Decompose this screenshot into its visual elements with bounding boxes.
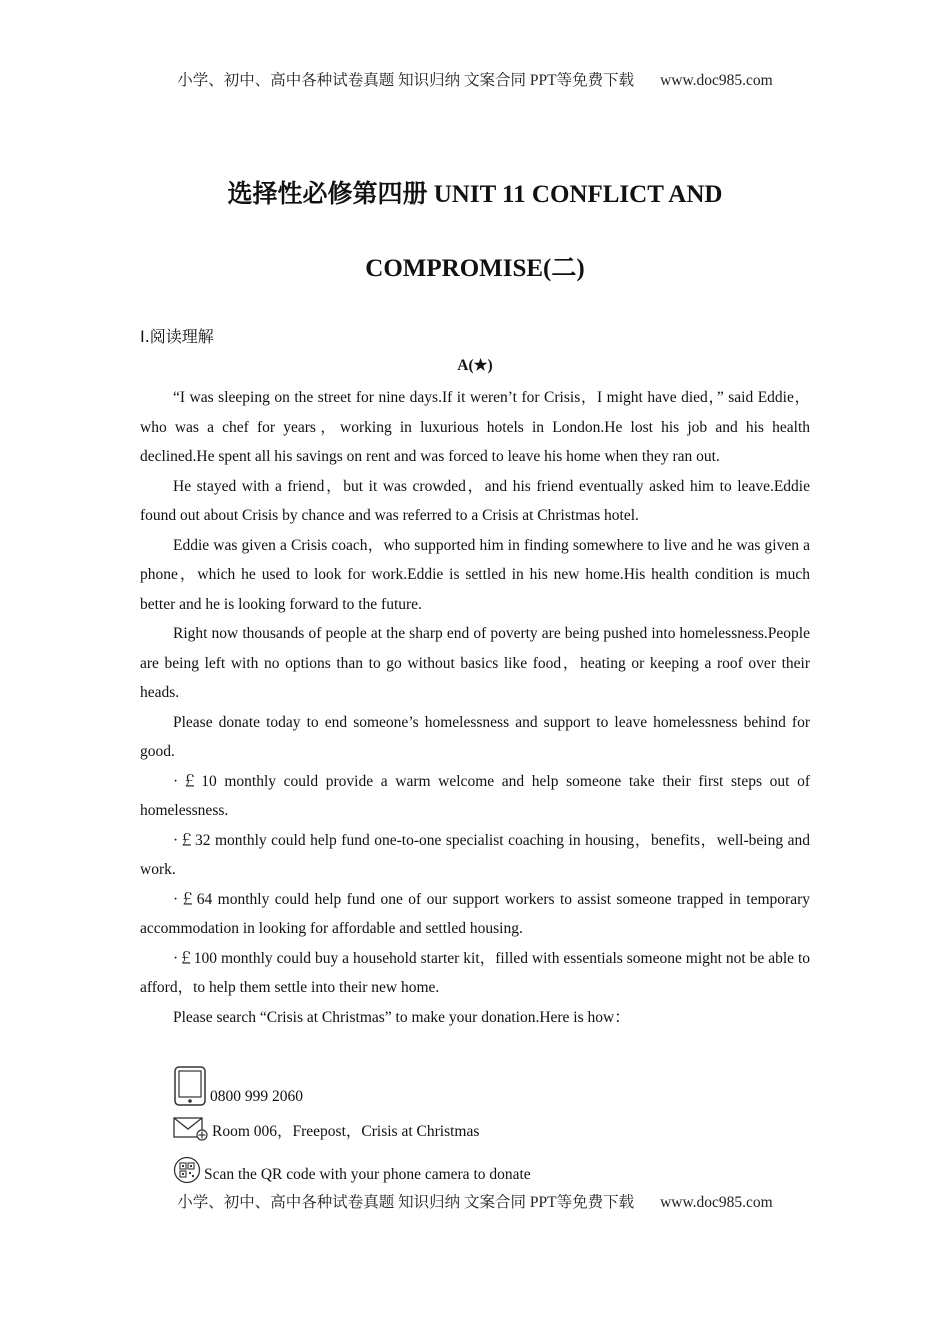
bullet-item: ·￡64 monthly could help fund one of our support workers to assist someone trapped in temporary accommodation in looking for affordable and settled housing. bbox=[140, 890, 810, 937]
page-title-line-2: COMPROMISE(二) bbox=[365, 255, 585, 282]
phone-number: 0800 999 2060 bbox=[210, 1088, 303, 1105]
contact-phone bbox=[173, 1066, 303, 1106]
header-site-link[interactable]: www.doc985.com bbox=[660, 72, 773, 89]
envelope-icon bbox=[173, 1117, 209, 1141]
paragraph: Please search “Crisis at Christmas” to make your donation.Here is how： bbox=[173, 1008, 630, 1026]
phone-icon bbox=[173, 1066, 207, 1106]
footer-text: 小学、初中、高中各种试卷真题 知识归纳 文案合同 PPT等免费下载 bbox=[177, 1194, 635, 1211]
paragraph: He stayed with a friend，but it was crowded，and his friend eventually asked him to leave.Eddie found out about Crisis by chance and was referred to a Crisis at Christmas hotel. bbox=[140, 477, 810, 524]
paragraph: Eddie was given a Crisis coach，who supported him in finding somewhere to live and he was given a phone，which he used to look for work.Eddie is settled in his new home.His health condition is much better and he is looking forward to the future. bbox=[140, 536, 810, 613]
contact-qr bbox=[173, 1156, 531, 1184]
paragraph: “I was sleeping on the street for nine days.If it weren’t for Crisis，I might have died，” said Eddie，who was a chef for years，working in luxurious hotels in London.He lost his job and his health declined.He spent all his savings on rent and was forced to leave his home when they ran out. bbox=[140, 389, 810, 465]
page-title-line-1: 选择性必修第四册 UNIT 11 CONFLICT AND bbox=[227, 181, 723, 208]
bullet-item: ·￡100 monthly could buy a household starter kit，filled with essentials someone might not be able to afford，to help them settle into their new home. bbox=[140, 949, 810, 996]
bullet-item: ·￡10 monthly could provide a warm welcome and help someone take their first steps out of homelessness. bbox=[140, 772, 810, 819]
passage-body bbox=[140, 383, 810, 1032]
qr-code-icon bbox=[173, 1156, 201, 1184]
postal-address: Room 006，Freepost，Crisis at Christmas bbox=[212, 1123, 480, 1140]
section-heading: Ⅰ.阅读理解 bbox=[140, 327, 214, 346]
qr-instruction: Scan the QR code with your phone camera to donate bbox=[204, 1166, 531, 1183]
paragraph: Please donate today to end someone’s homelessness and support to leave homelessness behind for good. bbox=[140, 713, 810, 760]
bullet-item: ·￡32 monthly could help fund one-to-one specialist coaching in housing，benefits，well-being and work. bbox=[140, 831, 810, 878]
paragraph: Right now thousands of people at the sharp end of poverty are being pushed into homelessness.People are being left with no options than to go without basics like food，heating or keeping a roof over their heads. bbox=[140, 625, 810, 701]
page-footer bbox=[0, 1190, 950, 1212]
contact-post bbox=[173, 1117, 479, 1141]
passage-label: A(★) bbox=[457, 357, 493, 374]
page-header bbox=[0, 68, 950, 90]
header-text: 小学、初中、高中各种试卷真题 知识归纳 文案合同 PPT等免费下载 bbox=[177, 72, 635, 89]
footer-site-link[interactable]: www.doc985.com bbox=[660, 1194, 773, 1211]
